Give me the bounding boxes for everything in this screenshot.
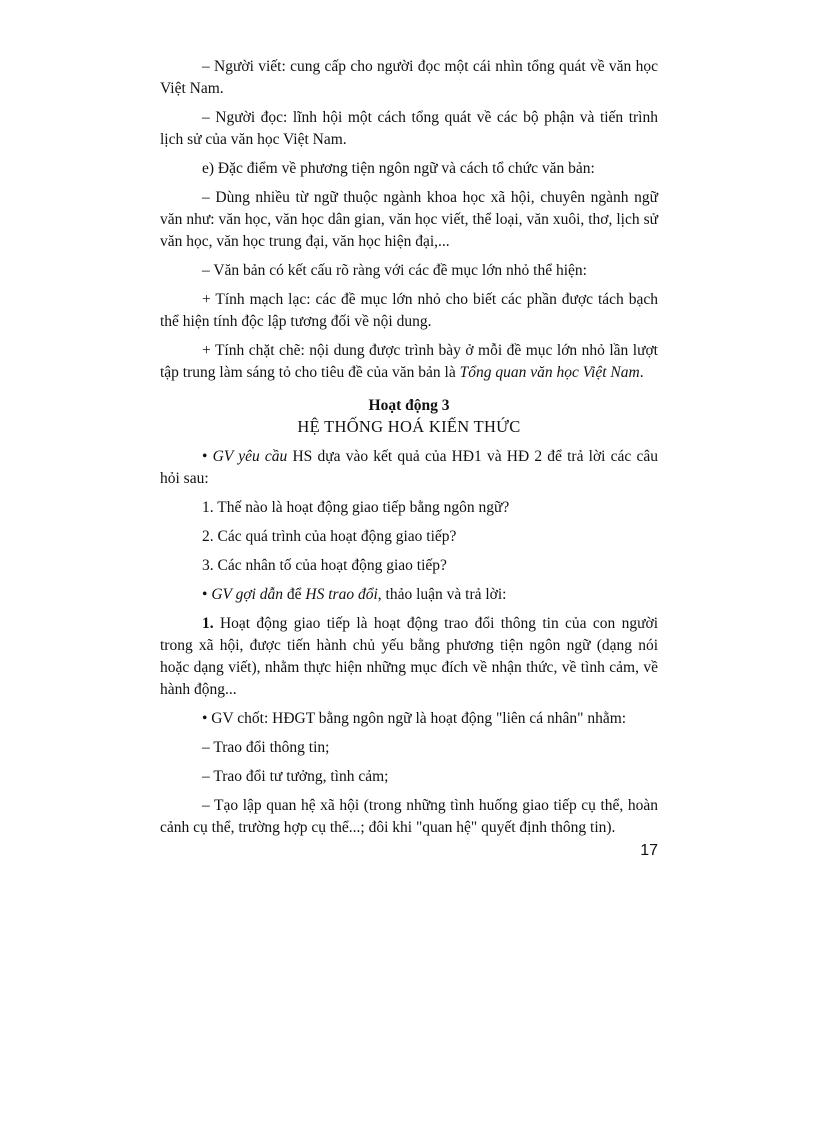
text-run: e) Đặc điểm về phương tiện ngôn ngữ và cách tổ chức văn bản: <box>202 160 595 177</box>
paragraph <box>160 56 658 100</box>
paragraph <box>160 766 658 788</box>
paragraph <box>160 613 658 701</box>
text-run: Hoạt động giao tiếp là hoạt động trao đổi thông tin của con người trong xã hội, được tiến hành chủ yếu bằng phương tiện ngôn ngữ (dạng nói hoặc dạng viết), nhằm thực hiện những mục đích về nhận thức, về tình cảm, về hành động... <box>160 615 658 698</box>
text-run: HS trao đổi <box>305 586 378 603</box>
text-run: để <box>283 586 306 603</box>
paragraph <box>160 158 658 180</box>
paragraph <box>160 446 658 490</box>
text-run: – Trao đổi tư tưởng, tình cảm; <box>202 768 389 785</box>
text-run: 3. Các nhân tố của hoạt động giao tiếp? <box>202 557 447 574</box>
page-content <box>160 56 658 846</box>
paragraph <box>160 737 658 759</box>
section-title: HỆ THỐNG HOÁ KIẾN THỨC <box>297 417 521 436</box>
text-run: Tổng quan văn học Việt Nam <box>459 364 640 381</box>
paragraphs-bottom <box>160 446 658 839</box>
text-run: + Tính mạch lạc: các đề mục lớn nhỏ cho biết các phần được tách bạch thể hiện tính độc lập tương đối về nội dung. <box>160 291 658 330</box>
text-run: , thảo luận và trả lời: <box>377 586 507 603</box>
paragraph <box>160 497 658 519</box>
paragraph <box>160 526 658 548</box>
paragraph <box>160 187 658 253</box>
page-number: 17 <box>640 842 658 859</box>
text-run: + Tính chặt chẽ: nội dung được trình bày ở mỗi đề mục lớn nhỏ lần lượt tập trung làm sáng tỏ cho tiêu đề của văn bản là <box>160 342 658 381</box>
paragraph <box>160 340 658 384</box>
text-run: – Người đọc: lĩnh hội một cách tổng quát về các bộ phận và tiến trình lịch sử của văn học Việt Nam. <box>160 109 658 148</box>
text-run: GV gợi dẫn <box>211 586 284 603</box>
text-run: 2. Các quá trình của hoạt động giao tiếp? <box>202 528 457 545</box>
paragraph <box>160 795 658 839</box>
text-run: – Dùng nhiều từ ngữ thuộc ngành khoa học xã hội, chuyên ngành ngữ văn như: văn học, văn học dân gian, văn học viết, thể loại, văn xuôi, thơ, lịch sử văn học, văn học trung đại, văn học hiện đại,... <box>160 189 658 250</box>
text-run: – Tạo lập quan hệ xã hội (trong những tình huống giao tiếp cụ thể, hoàn cảnh cụ thể, trường hợp cụ thể...; đôi khi "quan hệ" quyết định thông tin). <box>160 797 658 836</box>
paragraph <box>160 289 658 333</box>
paragraph <box>160 555 658 577</box>
text-run: HS dựa vào kết quả của HĐ1 và HĐ 2 để trả lời các câu hỏi sau: <box>160 448 658 487</box>
text-run: GV yêu cầu <box>212 448 288 465</box>
text-run: – Văn bản có kết cấu rõ ràng với các đề mục lớn nhỏ thể hiện: <box>202 262 587 279</box>
paragraph <box>160 107 658 151</box>
paragraph <box>160 260 658 282</box>
text-run: – Người viết: cung cấp cho người đọc một cái nhìn tổng quát về văn học Việt Nam. <box>160 58 658 97</box>
paragraph <box>160 584 658 606</box>
paragraph <box>160 708 658 730</box>
text-run: • <box>202 448 213 465</box>
activity-label: Hoạt động 3 <box>368 397 450 414</box>
text-run: . <box>639 364 644 381</box>
paragraphs-top <box>160 56 658 384</box>
text-run: – Trao đổi thông tin; <box>202 739 330 756</box>
section-heading <box>160 396 658 438</box>
text-run: 1. Thế nào là hoạt động giao tiếp bằng ngôn ngữ? <box>202 499 510 516</box>
text-run: • <box>202 586 212 603</box>
text-run: 1. <box>202 615 214 632</box>
text-run: • GV chốt: HĐGT bằng ngôn ngữ là hoạt động "liên cá nhân" nhằm: <box>202 710 627 727</box>
